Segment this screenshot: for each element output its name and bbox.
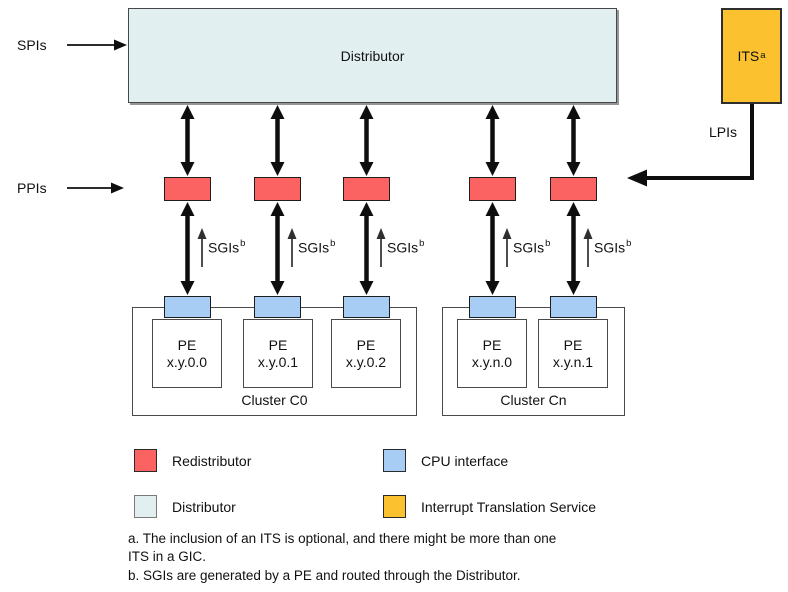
sgis-superscript: b (545, 238, 551, 249)
pe-id: x.y.n.0 (471, 353, 513, 370)
its-box (721, 8, 782, 104)
footnote-a-line2: ITS in a GIC. (128, 549, 207, 565)
distributor-redistributor-arrow (360, 105, 374, 176)
sgis-label (387, 239, 424, 256)
legend-item-redistributor (134, 449, 251, 472)
pe-name: PE (177, 336, 197, 353)
sgis-text: SGIs (298, 239, 330, 256)
legend-label: Distributor (172, 498, 236, 515)
footnotes (128, 530, 556, 585)
sgis-text: SGIs (594, 239, 626, 256)
redistributor-cpu-arrow (271, 202, 285, 295)
cpu-interface-box (469, 296, 516, 318)
lpis-label: LPIs (709, 124, 738, 140)
redistributor-cpu-arrow (486, 202, 500, 295)
lpis-arrow (627, 104, 752, 187)
its-superscript: a (760, 49, 766, 61)
cluster-c0-label: Cluster C0 (241, 392, 308, 408)
sgis-superscript: b (240, 238, 246, 249)
legend-item-its (383, 495, 596, 518)
sgis-label (208, 239, 245, 256)
pe-box (152, 319, 222, 388)
sgi-up-arrow (503, 228, 512, 267)
redistributor-box (469, 177, 516, 201)
sgis-superscript: b (330, 238, 336, 249)
redistributor-box (164, 177, 211, 201)
pe-name: PE (356, 336, 376, 353)
distributor-redistributor-arrow (181, 105, 195, 176)
sgis-label (513, 239, 550, 256)
distributor-redistributor-arrow (567, 105, 581, 176)
sgis-text: SGIs (208, 239, 240, 256)
pe-id: x.y.0.1 (257, 353, 299, 370)
pe-id: x.y.n.1 (552, 353, 594, 370)
sgis-text: SGIs (387, 239, 419, 256)
distributor-redistributor-arrow (486, 105, 500, 176)
ppis-arrow (67, 183, 124, 194)
footnote-b: b. SGIs are generated by a PE and routed through the Distributor. (128, 567, 521, 583)
redistributor-box (343, 177, 390, 201)
pe-name: PE (482, 336, 502, 353)
distributor-label: Distributor (340, 47, 405, 64)
cpu-interface-box (254, 296, 301, 318)
legend-item-distributor (134, 495, 236, 518)
sgis-superscript: b (419, 238, 425, 249)
legend-item-cpu-interface (383, 449, 508, 472)
its-label: ITS (737, 48, 760, 64)
distributor-redistributor-arrow (271, 105, 285, 176)
footnote-a-line1: a. The inclusion of an ITS is optional, and there might be more than one (128, 531, 557, 546)
cpu-interface-box (550, 296, 597, 318)
redistributor-cpu-arrow (567, 202, 581, 295)
pe-box (243, 319, 313, 388)
legend-swatch-its (383, 495, 406, 518)
sgis-text: SGIs (513, 239, 545, 256)
redistributor-box (550, 177, 597, 201)
pe-name: PE (268, 336, 288, 353)
pe-box (457, 319, 527, 388)
pe-box (331, 319, 401, 388)
redistributor-box (254, 177, 301, 201)
distributor-box (128, 8, 617, 103)
pe-id: x.y.0.0 (166, 353, 208, 370)
legend-label: Interrupt Translation Service (421, 498, 597, 515)
pe-name: PE (563, 336, 583, 353)
spis-arrow (67, 40, 127, 51)
sgis-label (298, 239, 335, 256)
sgi-up-arrow (584, 228, 593, 267)
spis-label: SPIs (17, 37, 47, 53)
sgi-up-arrow (198, 228, 207, 267)
sgis-superscript: b (626, 238, 632, 249)
legend-label: CPU interface (421, 452, 509, 469)
cluster-cn-label: Cluster Cn (500, 392, 567, 408)
redistributor-cpu-arrow (360, 202, 374, 295)
sgi-up-arrow (288, 228, 297, 267)
legend-swatch-redistributor (134, 449, 157, 472)
legend-swatch-distributor (134, 495, 157, 518)
pe-box (538, 319, 608, 388)
ppis-label: PPIs (17, 180, 47, 196)
redistributor-cpu-arrow (181, 202, 195, 295)
sgis-label (594, 239, 631, 256)
pe-id: x.y.0.2 (345, 353, 387, 370)
legend-swatch-cpu-interface (383, 449, 406, 472)
cpu-interface-box (343, 296, 390, 318)
legend-label: Redistributor (172, 452, 252, 469)
cpu-interface-box (164, 296, 211, 318)
sgi-up-arrow (377, 228, 386, 267)
